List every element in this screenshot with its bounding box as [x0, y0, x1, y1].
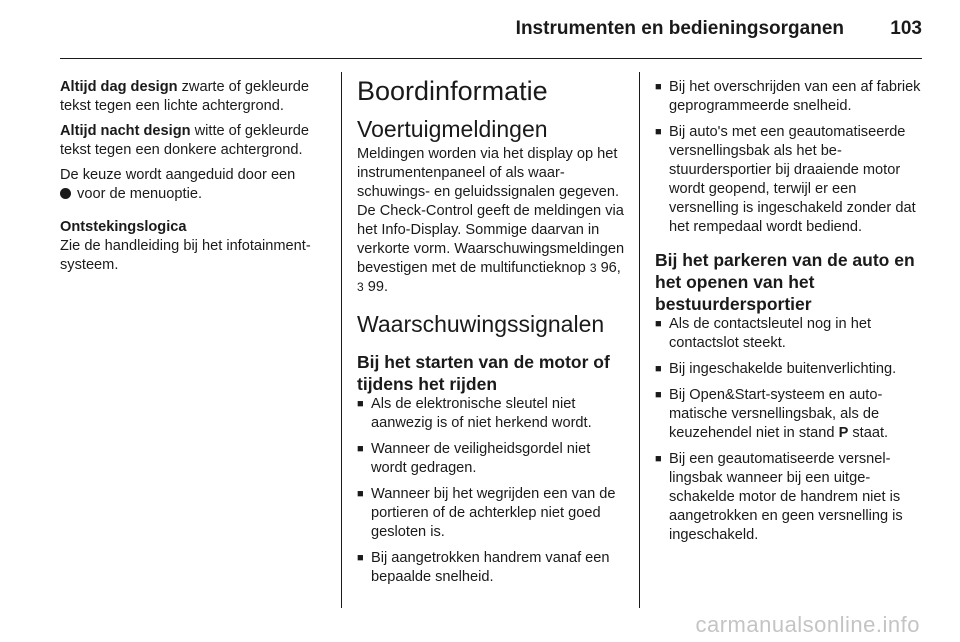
list-item-text: staat.: [848, 425, 889, 441]
page-ref-icon: 3: [589, 261, 597, 275]
header-rule: [60, 58, 922, 59]
subhead-ignition-logic: Ontstekingslogica: [60, 219, 187, 235]
list-item: [655, 386, 923, 443]
heading-waarschuwingssignalen: Waarschuwingssignalen: [357, 311, 605, 337]
list-item: [655, 450, 923, 545]
list-item-text: Als de contactsleutel nog in het contactslot steekt.: [669, 316, 872, 351]
bullet-square-icon: ■: [655, 126, 662, 138]
column-3: [655, 78, 923, 552]
bullet-square-icon: ■: [655, 453, 662, 465]
gear-position-p: P: [838, 425, 849, 441]
list-item: [655, 78, 923, 116]
list-item-text: Als de elektronische sleutel niet aanwezig is of niet herkend wordt.: [371, 396, 592, 431]
paragraph-choice: [60, 166, 328, 204]
heading-voertuigmeldingen: Voertuigmeldingen: [357, 116, 548, 142]
bullet-square-icon: ■: [357, 443, 364, 455]
term-day-design: Altijd dag design: [60, 79, 178, 95]
column-2: [357, 78, 625, 594]
page-ref-icon: 3: [357, 280, 364, 294]
column-divider-2: [639, 72, 640, 608]
list-item-text: Wanneer de veiligheidsgordel niet wordt gedragen.: [371, 441, 591, 476]
list-item: [655, 315, 923, 353]
list-item-text: Wanneer bij het wegrijden een van de portieren of de achterklep niet goed gesloten is.: [371, 486, 616, 540]
page-ref-96[interactable]: 96,: [596, 260, 621, 276]
bullet-square-icon: ■: [655, 363, 662, 375]
list-item-text: Bij auto's met een geautomatiseerde versnellingsbak als het bestuurdersportier bij draaiende motor wordt geopend, terwijl er een versnelling is ingeschakeld zonder dat het rempedaal wordt bediend.: [669, 124, 916, 235]
list-item: [357, 395, 625, 433]
page-number: 103: [890, 18, 922, 39]
paragraph-night-design: [60, 122, 328, 160]
list-item: [357, 485, 625, 542]
heading-parking-door: Bij het parkeren van de auto en het openen van het bestuurdersportier: [655, 250, 915, 314]
text-choice-1: De keuze wordt aangeduid door een: [60, 167, 296, 183]
bullet-square-icon: ■: [655, 389, 662, 401]
bullet-square-icon: ■: [655, 81, 662, 93]
watermark: carmanualsonline.info: [695, 612, 920, 637]
bullet-square-icon: ■: [357, 488, 364, 500]
text-night-design: witte of gekleurde tekst tegen een donkere achtergrond.: [60, 123, 309, 158]
list-item-text: Bij ingeschakelde buitenverlichting.: [669, 361, 897, 377]
bullet-square-icon: ■: [357, 398, 364, 410]
list-item-text: Bij een geautomatiseerde versnellingsbak wanneer bij een uitgeschakelde motor de handrem niet is aangetrokken en geen versnelling is ingeschakeld.: [669, 451, 903, 543]
heading-boordinformatie: Boordinformatie: [357, 76, 548, 106]
list-item: [655, 123, 923, 237]
list-item: [357, 440, 625, 478]
list-item: [655, 360, 923, 379]
page-ref-99[interactable]: 99.: [363, 279, 389, 295]
list-continued: [655, 78, 923, 237]
term-night-design: Altijd nacht design: [60, 123, 191, 139]
text-choice-2: voor de menuoptie.: [73, 186, 202, 202]
list-item: [357, 549, 625, 587]
column-divider-1: [341, 72, 342, 608]
header-title: Instrumenten en bedieningsorganen: [515, 18, 844, 39]
paragraph-messages: [357, 145, 625, 297]
text-day-design: zwarte of gekleurde tekst tegen een lichte achtergrond.: [60, 79, 309, 114]
list-item-text: Bij Open&Start-systeem en automatische versnellingsbak, als de keuzehendel niet in stand: [669, 387, 883, 441]
text-messages: Meldingen worden via het display op het instrumentenpaneel of als waarschuwings- en geluidssignalen gegeven. De Check-Control geeft de meldingen via het Info-Display. Sommige daarvan in verkorte vorm. Waarschuwingsmeldingen bevestigen met de multifunctieknop: [357, 146, 625, 276]
column-1: [60, 78, 328, 275]
list-parking-door: [655, 315, 923, 545]
list-item-text: Bij het overschrijden van een af fabriek geprogrammeerde snelheid.: [669, 79, 921, 114]
list-starting-driving: [357, 395, 625, 587]
bullet-square-icon: ■: [357, 552, 364, 564]
paragraph-ignition-logic: Zie de handleiding bij het infotainment-systeem.: [60, 238, 311, 273]
list-item-text: Bij aangetrokken handrem vanaf een bepaalde snelheid.: [371, 550, 610, 585]
paragraph-day-design: [60, 78, 328, 116]
filled-circle-icon: [60, 188, 71, 199]
page-header: [60, 14, 922, 50]
heading-starting-driving: Bij het starten van de motor of tijdens het rijden: [357, 352, 610, 394]
bullet-square-icon: ■: [655, 318, 662, 330]
